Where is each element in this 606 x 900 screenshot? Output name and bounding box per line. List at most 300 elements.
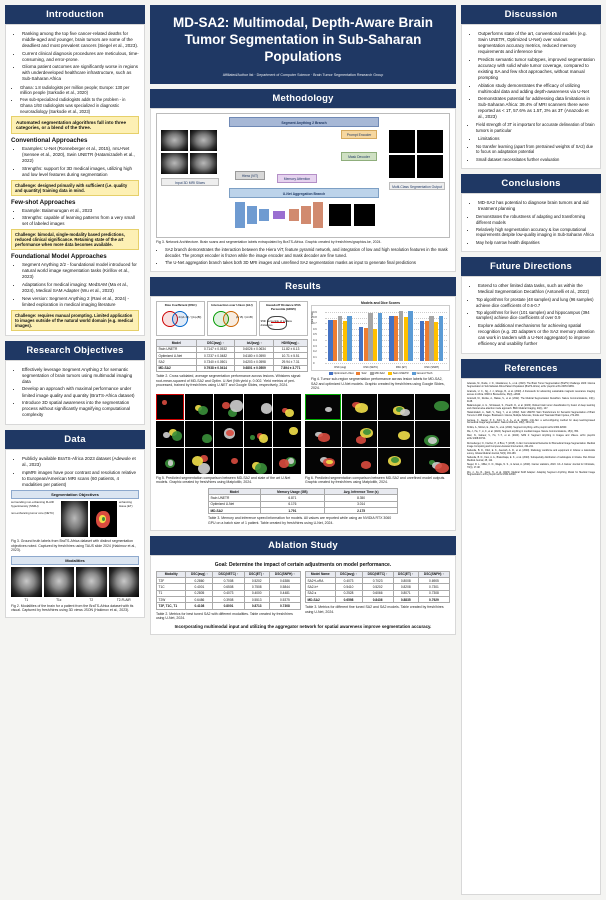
arch-unet-blocks <box>235 200 375 232</box>
grid-cell <box>378 448 414 474</box>
chart-ytick-label: 0.7 <box>313 321 317 325</box>
fig5-grid <box>156 394 301 474</box>
column-header: IoU(avg) ↑ <box>235 340 274 346</box>
grid-cell <box>273 448 301 474</box>
segmentation-blob <box>202 434 212 443</box>
chart-bar <box>333 320 337 361</box>
modality-label: T1c <box>56 597 62 602</box>
poster-title-card <box>150 5 456 84</box>
grid-cell <box>342 421 378 447</box>
conventional-bullets <box>11 146 139 178</box>
cell: 0.2528 <box>335 590 362 596</box>
modality-label: T2-FLAIR <box>116 597 131 602</box>
results-card <box>150 296 456 530</box>
cell: 0.8001 <box>213 603 244 609</box>
middle-column <box>150 5 456 895</box>
fig5-results-caption: Fig 5. Predicted segmentation comparison between MD-SA2 and state of the art U-Net models. Graphic created by fresh/hires using Matplotlib, 2024. <box>156 475 291 485</box>
ablation-tables <box>156 571 450 621</box>
dice-score-chart <box>311 301 450 391</box>
grid-cell <box>156 394 184 420</box>
data-section <box>5 430 145 618</box>
cell: 0.4000 <box>244 590 269 596</box>
metric-panel-dsc <box>156 301 205 336</box>
list-item: • Explore additional mechanisms for achieving spatial recognition (e.g. 2D adapters or the SA2 memory attention can work in tandem with a U-Net aggregator) to improve efficiency and usability further <box>478 323 595 347</box>
table2-metrics <box>156 339 308 372</box>
fewshot-bullets <box>11 208 139 228</box>
legend-entry <box>388 372 409 375</box>
chart-bar <box>429 316 433 361</box>
data-bullets <box>11 456 139 488</box>
segmentation-blob <box>255 463 267 474</box>
chart-bar <box>420 321 424 361</box>
table-row <box>306 597 450 603</box>
cell: Optimized U-Net <box>209 501 261 507</box>
list-item: • Publicly available BraTS-Africa 2023 dataset (Adewole et al., 2023) <box>22 456 139 468</box>
chart-bar <box>378 313 382 361</box>
introduction-card <box>5 24 145 336</box>
cell: 0.6508 <box>213 584 244 590</box>
fig4-caption: Fig 4. Tumor sub-region segmentation performance across lesion labels for MD-SA2, SA2 and optimized U-Net models. Graphic created by fresh/hires using Google Slides, 2024. <box>311 377 445 391</box>
modality-image <box>11 567 42 597</box>
cell: 0.4481 <box>269 590 300 596</box>
table-row <box>157 603 301 609</box>
grid-cell <box>214 394 242 420</box>
table-row <box>157 365 308 371</box>
cell: 1.791 <box>260 508 325 514</box>
fig6-comparison <box>305 394 450 485</box>
segmentation-blob <box>250 435 255 440</box>
metric-label: Intersection over Union (IoU) <box>211 303 253 308</box>
segmentation-blob <box>355 403 368 413</box>
metric-panels <box>156 301 308 388</box>
cell: 6.871 <box>260 495 325 501</box>
future-bullets <box>467 283 595 295</box>
grid-cell <box>244 394 272 420</box>
methodology-notes <box>156 247 450 266</box>
cell: 0.6066 <box>362 590 393 596</box>
ablation-table3-caption: Table 3. Metrics for different fine tuned SA2 and SA2 models. Table created by fresh/hires using U-Net, 2024. <box>305 605 444 614</box>
cell: 0.6801 ± 0.0509 <box>235 365 274 371</box>
section-header-methodology: Methodology <box>150 89 456 108</box>
cell: 0.7147 ± 0.0532 <box>196 346 235 352</box>
grid-cell <box>185 421 213 447</box>
cell: 0.7308 <box>269 603 300 609</box>
architecture-figure <box>156 113 450 238</box>
metric-formula: 95th percentile of surface distances <box>260 319 293 328</box>
chart-bar <box>364 328 368 361</box>
research-objectives-card <box>5 360 145 426</box>
chart-xtick-label: DSC (ET) <box>395 366 407 370</box>
chart-bar <box>389 316 393 361</box>
chart-title: Models and Dice Scores <box>360 301 400 306</box>
cell: 0.8071 <box>393 590 418 596</box>
chart-bar <box>328 320 332 361</box>
cell: 0.7308 <box>418 590 449 596</box>
chart-gridline <box>325 312 447 313</box>
segmentation-blob <box>318 433 329 441</box>
chart-bar <box>394 316 398 361</box>
fig5-comparison <box>156 394 301 485</box>
segmentation-blob <box>230 400 242 411</box>
page-title: MD-SA2: Multimodal, Depth-Aware Brain Tumor Segmentation in Sub-Saharan Populations <box>172 15 434 64</box>
chart-ytick-label: 0.6 <box>313 327 317 331</box>
grid-cell <box>156 448 184 474</box>
segmentation-overlay-thumbnail <box>90 501 117 537</box>
cell: SA2-s <box>306 590 336 596</box>
segmentation-blob <box>261 403 272 413</box>
legend-entry <box>329 372 354 375</box>
cell: 6.176 <box>260 501 325 507</box>
cell: 0.5202 <box>244 577 269 583</box>
chart-bar <box>343 321 347 361</box>
column-header: Model <box>209 488 261 494</box>
cell: 0.7301 <box>418 584 449 590</box>
legend-label: Optimized U-Net <box>333 372 354 376</box>
metric-formula: |A∩B| / |A∪B| <box>235 315 253 320</box>
section-header-references: References <box>461 359 601 378</box>
arch-label-input: Input 3D MRI Slices <box>161 178 219 186</box>
cell: 0.4073 <box>213 590 244 596</box>
cell: T2F, T1C, T1 <box>157 603 186 609</box>
list-item: • Ablation study demonstrates the efficacy of utilizing multimodal data and adding depth-awareness via U-Net <box>478 83 595 95</box>
chart-bar <box>434 322 438 361</box>
legend-label: Swin UNETR <box>392 372 409 376</box>
metric-label: Dice Coefficient (DSC) <box>164 303 197 308</box>
grid-cell <box>244 448 272 474</box>
legend-swatch <box>329 372 333 375</box>
cell: 0.8436 <box>362 597 393 603</box>
list-item: • Strengths: support for 3D medical images, utilizing high and low level features during segmentation <box>22 166 139 178</box>
list-item: • SA2 branch demonstrates the interaction between the Hiera ViT, feature pyramid network, and integration of low and high resolution features in the mask decoder. The prompt encoder is frozen while the image encoder and mask decoder are fine tuned. <box>165 247 450 258</box>
chart-ytick-label: 0.2 <box>313 350 317 354</box>
list-item: • The U-Net aggregation branch takes both 3D MRI images and unrefined SA2 segmentation masks as input to generate final predictions <box>165 260 450 266</box>
segobj-annotation-right <box>119 501 139 508</box>
legend-label: MD-SA2 <box>374 372 385 376</box>
segmentation-blob <box>325 407 332 412</box>
cell: 0.2805 <box>186 590 213 596</box>
cell: 0.8208 <box>393 584 418 590</box>
grid-cell <box>185 394 213 420</box>
list-item: • Limitations <box>478 136 595 142</box>
foundational-challenge: Challenge: requires manual prompting. Limited application to images outside of the natural world domain (e.g. medical images). <box>11 310 139 331</box>
ablation-table-models <box>305 571 450 604</box>
fig5-caption: Fig 3. Ground truth labels from BraTS-Africa dataset with distinct segmentation objectives noted. Captured by fresh/hires using TAUS slide 2024 (Hakimov et al., 2023). <box>11 539 137 553</box>
table3-caption: Table 3. Memory and inference speed information for models. All values are reported while using an NVIDIA RTX 3060 GPU on a batch size of 1 patient. Table created by fresh/hires using U-Net, 2024. <box>208 516 392 525</box>
ablation-model-table-wrapper <box>305 571 450 621</box>
grid-cell <box>378 394 414 420</box>
list-item: • Introduce 3D spatial awareness into the segmentation process without significantly magnifying computational complexity <box>22 400 139 418</box>
legend-swatch <box>356 372 360 375</box>
cell: 8.350 <box>325 495 398 501</box>
cell: T2W <box>157 597 186 603</box>
arch-label-output: Multi-Class Segmentation Output <box>389 182 445 190</box>
intro-callout: Automated segmentation algorithms fall into three categories, or a blend of the three. <box>11 116 139 134</box>
segmentation-blob <box>398 431 410 440</box>
list-item: • Develop an approach with maximal performance under limited image quality and quantity (BraTS-Africa dataset) <box>22 386 139 398</box>
cell: 0.6386 <box>269 577 300 583</box>
cell: SA2-b+ <box>306 584 336 590</box>
column-header: Modality <box>157 571 186 577</box>
fewshot-challenge: Challenge: bimodal, single-modality based predictions, reduced clinical significance. Retaining state of the art performance when more data becomes available. <box>11 229 139 250</box>
table-row <box>209 508 398 514</box>
cell: SA2 <box>157 359 197 365</box>
cell: 0.5513 <box>244 597 269 603</box>
chart-bar <box>399 311 403 361</box>
segmentation-blob <box>226 430 233 437</box>
introduction-subbullets <box>11 85 139 115</box>
arch-input-images <box>161 130 219 176</box>
brain-mri-thumbnail <box>61 501 88 537</box>
legend-swatch <box>412 372 416 375</box>
cell: 10.71 ± 5.51 <box>274 352 308 358</box>
list-item: • Few sub-specialized radiologists adds to the problem - in Ghana 1/93 radiologists was specialized in diagnostic neuroradiology (Sarkodie et al., 2023) <box>20 97 139 114</box>
reference-entry: Ronneberger, O., Fischer, P., & Brox, T. (2015). U-Net: Convolutional Networks for Biomedical Image Segmentation. Medical Image Computing and Computer-Assisted Intervention, 234-241. <box>467 442 595 448</box>
discussion-card <box>461 24 601 169</box>
legend-label: SA2 <box>361 372 367 376</box>
grid-cell <box>273 421 301 447</box>
introduction-section <box>5 5 145 336</box>
list-item: • Example: Balamurugan et al., 2023 <box>22 208 139 214</box>
chart-xtick-label: DSC (SNFH) <box>424 366 439 370</box>
column-header: Memory Usage (GB) <box>260 488 325 494</box>
chart-ylabel: Dice Score <box>311 311 314 325</box>
cell: 0.8713 <box>244 603 269 609</box>
legend-label: Ground Truth <box>416 372 433 376</box>
segmentation-blob <box>434 401 448 411</box>
foundational-heading: Foundational Model Approaches <box>11 253 107 261</box>
segmentation-blob <box>168 460 174 465</box>
grid-cell <box>244 421 272 447</box>
conclusions-bullets <box>467 200 595 212</box>
modalities-figure <box>11 567 139 602</box>
segmentation-blob <box>285 409 294 417</box>
cell: 2.175 <box>325 508 398 514</box>
cell: 0.6026 ± 0.0634 <box>235 346 274 352</box>
cell: 3.014 <box>325 501 398 507</box>
chart-bar <box>373 329 377 361</box>
modality-image <box>44 567 75 597</box>
arch-label-unet-branch: U-Net Aggregation Branch <box>229 188 379 198</box>
methodology-card <box>150 108 456 273</box>
chart-bar <box>439 316 443 361</box>
chart-bar <box>425 321 429 361</box>
segmentation-blob <box>289 427 297 435</box>
column-header: DSC(avg) ↑ <box>186 571 213 577</box>
list-item: • Demonstrates potential for addressing data limitations in Sub-Saharan Africa: 39.4% of MRI scanners there were reported as < 1T, 57.6% as 1.5T, 3% as 3T (Anazodo et al., 2023) <box>478 96 595 120</box>
list-item: • Ranking among the top five cancer-related deaths for middle-aged and younger, brain tumors are some of the deadliest and most prevalent cancers (Siegel et al., 2023). <box>22 31 139 49</box>
list-item: • Relatively high segmentation accuracy & low computational requirements despite low-quality imaging in Sub-Saharan Africa <box>476 227 595 238</box>
author-list: Affiliated/Author list · Department of Computer Science · Brain Tumor Segmentation Research Group <box>222 72 384 77</box>
segmentation-blob <box>391 457 399 463</box>
grid-cell <box>378 421 414 447</box>
list-item: • Adaptations for medical imaging: MedSAM (Ma et al., 2024), Medical SAM Adapter (Wu et al., 2023) <box>22 282 139 294</box>
cell: SA2+LoRA <box>306 577 336 583</box>
fig6-grid <box>305 394 450 474</box>
grid-cell <box>305 394 341 420</box>
list-item: • MD-SA2 has potential to diagnose brain tumors and aid treatment planning <box>478 200 595 212</box>
cell: 0.7938 ± 0.0414 <box>196 365 235 371</box>
cell: 0.5375 <box>269 597 300 603</box>
cell: 0.6486 <box>186 597 213 603</box>
cell: 0.3908 <box>213 597 244 603</box>
list-item: • New version: Segment Anything 2 (Ravi et al., 2024) - limited exploration in medical imaging literature <box>22 296 139 308</box>
table3-wrapper <box>208 488 398 526</box>
reference-entry: Kirillov, A., Mintun, E., Ravi, N., et al. (2023). Segment Anything. arXiv preprint arXiv:2304.02643. <box>467 426 567 429</box>
discussion-limitations <box>467 136 595 142</box>
future-extra <box>467 323 595 347</box>
column-header: Model <box>157 340 197 346</box>
chart-bar <box>404 317 408 361</box>
cell: 29.94 ± 7.31 <box>274 359 308 365</box>
modality-image <box>76 567 107 597</box>
modality-label: T1 <box>24 597 29 602</box>
cell: 0.4108 <box>186 603 213 609</box>
discussion-limitation-items <box>467 144 595 163</box>
segmentation-blob <box>163 432 169 438</box>
segobj-label-2: enhancing tissue (ET) <box>119 500 133 508</box>
arch-label-memory-attention: Memory Attention <box>277 174 317 183</box>
fig2-caption: Fig 2. Modalities of the brain for a patient from the BraTS-Africa dataset with its visual. Captured by fresh/hires using 3D views JSON (Hakimov et al., 2023). <box>11 603 134 613</box>
modality-label: T2 <box>89 597 94 602</box>
cell: MD-SA2 <box>209 508 261 514</box>
segmentation-objectives-figure <box>11 501 139 537</box>
conclusions-card <box>461 193 601 252</box>
grid-cell <box>156 421 184 447</box>
modalities-header: Modalities <box>11 556 139 565</box>
segobj-annotations <box>11 501 59 515</box>
column-header: DSC(avg) ↑ <box>335 571 362 577</box>
cell: Swin UNETR <box>157 346 197 352</box>
segmentation-blob <box>231 458 238 464</box>
segobj-label-1: non-enhancing tumor core (NETC) <box>11 511 54 516</box>
future-directions-section <box>461 257 601 355</box>
grid-cell <box>415 394 451 420</box>
cell: 0.8835 <box>393 597 418 603</box>
reference-entry: Ravi, N., Gabeur, V., Hu, Y.-T., et al. (2024). SAM 2: Segment Anything in Images and Videos. arXiv preprint arXiv:2408.00714. <box>467 435 595 441</box>
section-header-future-directions: Future Directions <box>461 257 601 276</box>
section-header-introduction: Introduction <box>5 5 145 24</box>
grid-cell <box>305 421 341 447</box>
cell: 0.6203 ± 0.0598 <box>235 359 274 365</box>
reference-entry: Ma, J., He, Y., Li, F., et al. (2024). Segment anything in medical images. Nature Communications, 15(1), 654. <box>467 431 579 434</box>
cell: Optimized U-Net <box>157 352 197 358</box>
cell: MD-SA2 <box>157 365 197 371</box>
cell: T1 <box>157 590 186 596</box>
research-objectives-list <box>11 367 139 419</box>
segmentation-blob <box>222 402 230 409</box>
discussion-section <box>461 5 601 169</box>
reference-entry: Adewole, M., Rudie, J. D., Gbadamosi, A., et al. (2023). The Brain Tumor Segmentation (BraTS) Challenge 2023: Glioma Segmentation in Sub-Saharan Africa Patient Population (BraTS-Africa). arXiv preprint arXiv:2305.19369. <box>467 383 595 389</box>
chart-ytick-label: 0.1 <box>313 356 317 360</box>
fewshot-heading: Few-shot Approaches <box>11 198 76 206</box>
segmentation-blob <box>162 400 167 405</box>
modality-image <box>109 567 140 597</box>
segmentation-blob <box>279 459 289 468</box>
reference-entry: Siegel, R. L., Miller, K. D., Wagle, N. S., & Jemal, A. (2023). Cancer statistics, 2023. CA: A Cancer Journal for Clinicians, 73(1), 17-48. <box>467 464 595 470</box>
section-header-results: Results <box>150 277 456 296</box>
metric-label: Hausdorff Distance 95th Percentile (HD95) <box>266 303 301 312</box>
cell: Swin UNETR <box>209 495 261 501</box>
conclusions-section <box>461 174 601 252</box>
chart-bar <box>338 316 342 361</box>
chart-ytick-label: 0.3 <box>313 344 317 348</box>
metric-formula: 2×|A∩B| / (|A|+|B|) <box>178 315 202 320</box>
legend-swatch <box>370 372 374 375</box>
list-item: • No transfer learning (apart from pretrained weights of SA2) due to focus on adaptation potential <box>476 144 595 155</box>
chart-gridline <box>325 363 447 364</box>
list-item: • Extend to other limited data tasks, such as within the Medical Segmentation Decathlon (Antonelli et al., 2022) <box>478 283 595 295</box>
legend-entry <box>370 372 385 375</box>
list-item: • Examples: U-Net (Ronneberger et al., 2015), nnU-Net (Isensee et al., 2020), Swin UNETR (Hatamizadeh et al., 2022) <box>22 146 139 164</box>
future-subbullets <box>467 297 595 321</box>
cell: T2F <box>157 577 186 583</box>
list-item: • Top algorithms for prostate (48 samples) and lung (96 samples) achieve dice coefficients of 0.6-0.7 <box>476 297 595 308</box>
list-item: • Glioma patient outcomes are significantly worse in regions with underdeveloped healthcare infrastructure, such as Sub-Saharan Africa <box>22 64 139 82</box>
conventional-heading: Conventional Approaches <box>11 136 88 144</box>
chart-ytick-label: 0.9 <box>313 310 317 314</box>
results-section <box>150 277 456 530</box>
introduction-bullets <box>11 31 139 83</box>
left-column <box>5 5 145 895</box>
reference-entry: Balamurugan, A. G., Srinivasan, S., Preethi, D., et al. (2023). Robust brain tumor classification by fusion of deep learning and channel-wise attention mode approach. BMC Medical Imaging, 24(1), 147. <box>467 405 595 410</box>
cell: 0.4073 <box>335 577 362 583</box>
column-header: DSC(NETC) ↑ <box>213 571 244 577</box>
right-column <box>461 5 601 895</box>
column-header: Avg. Inference Time (s) <box>325 488 398 494</box>
list-item: • Top algorithms for liver (101 samples) and hippocampus (394 samples) achieve dice coefficients of over 0.9 <box>476 310 595 321</box>
segmentation-blob <box>435 463 449 473</box>
research-objectives-section <box>5 341 145 426</box>
list-item: • Ghana: 1.8 radiologists per million people; Europe: 130 per million people (Sarkodie et al., 2020) <box>20 85 139 96</box>
column-header: DSC(NETC) ↑ <box>362 571 393 577</box>
arch-label-hiera-vit: Hiera (ViT) <box>235 171 265 180</box>
conclusions-subbullets <box>467 214 595 245</box>
segmentation-blob <box>192 456 203 466</box>
reference-entry: Sarkodie, B. D., Kusi, A. A., Brakohiapa, E. K., et al. (2023). Subspecialty distribution of radiologists in Ghana. Pan African Medical Journal, 45, 112. <box>467 457 595 462</box>
column-header: DSC(ET) ↑ <box>244 571 269 577</box>
chart-ytick-label: 0.8 <box>313 316 317 320</box>
table2-caption: Table 2. Cross validated, average segmentation performance across lesions. Whiskers signal: root-mean-squared of MD-SA2 and Optim. U-Net (Nth yield p. 0.002. Yield metrics of peri-processed, trained by fresh/hires using U-NET and Google Slides, respectively, 2024. <box>156 374 302 388</box>
cell: MD-SA2 <box>306 597 336 603</box>
cell: 11.82 ± 6.13 <box>274 346 308 352</box>
column-header: DSC(avg) ↑ <box>196 340 235 346</box>
segmentation-blob <box>259 434 268 443</box>
chart-bar <box>347 316 351 361</box>
reference-entry: Anazodo, U. C., Ng, J. J., Ehiogu, B., et al. (2023). A framework for advancing sustainable magnetic resonance imaging access in Africa. NMR in Biomedicine, 36(3), e4846. <box>467 390 595 396</box>
column-header: DSC(SNFH) ↑ <box>418 571 449 577</box>
arch-label-prompt-encoder: Prompt Encoder <box>341 130 377 139</box>
legend-entry <box>412 372 433 375</box>
future-directions-card <box>461 276 601 355</box>
list-item: • Outperforms state of the art, conventional models (e.g. Swin UNETR, Optimized U-Net) over various segmentation accuracy metrics, reduced memory requirements and inference time <box>478 31 595 55</box>
cell: 7.894 ± 3.771 <box>274 365 308 371</box>
chart-ytick-label: 0.5 <box>313 333 317 337</box>
grid-cell <box>214 421 242 447</box>
discussion-bullets <box>467 31 595 120</box>
references-list <box>461 378 601 895</box>
grid-cell <box>214 448 242 474</box>
section-header-ablation: Ablation Study <box>150 536 456 555</box>
column-header: HD95(avg) ↓ <box>274 340 308 346</box>
segmentation-blob <box>288 458 294 464</box>
conventional-challenge: Challenge: designed primarily with sufficient (i.e. quality and quantity) training data in mind. <box>11 180 139 196</box>
grid-cell <box>415 421 451 447</box>
list-item: • Strengths: capable of learning patterns from a very small set of labeled images <box>22 215 139 227</box>
ablation-goal: Goal: Determine the impact of certain adjustments on model performance. <box>214 561 392 568</box>
section-header-discussion: Discussion <box>461 5 601 24</box>
cell: 0.8008 <box>393 577 418 583</box>
cell: 0.2860 <box>186 577 213 583</box>
